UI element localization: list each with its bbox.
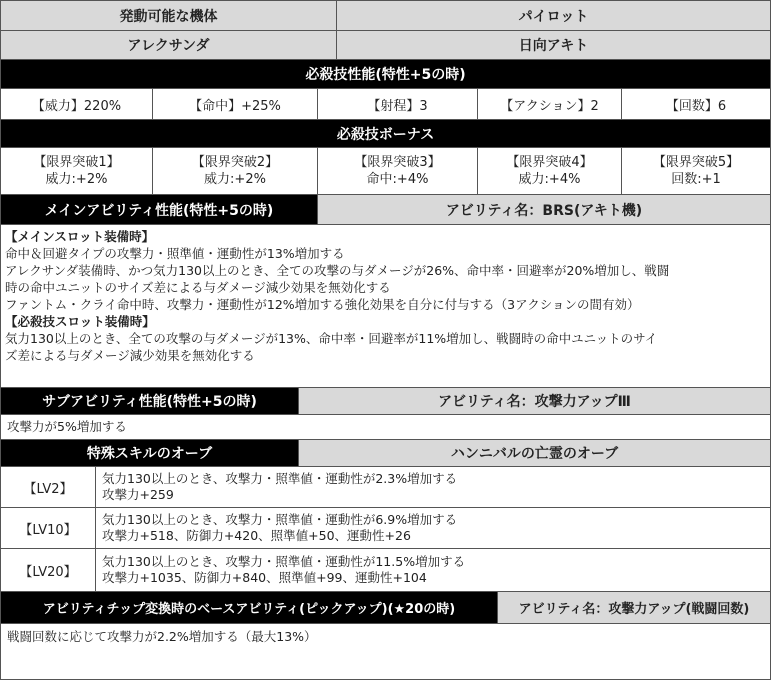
special-perf-stats-row bbox=[1, 89, 770, 120]
orb-level-text bbox=[96, 549, 770, 591]
sub-ability-text: 攻撃力が5%増加する bbox=[7, 419, 127, 434]
bonus-item bbox=[478, 148, 622, 194]
stat-power: 【威力】220% bbox=[1, 89, 153, 119]
main-ability-line: アレクサンダ装備時、かつ気力130以上のとき、全ての攻撃の与ダメージが26%、命中率・回避率が20%増加し、戦闘 bbox=[5, 263, 670, 278]
pilot-name: 日向アキト bbox=[518, 38, 589, 54]
bonus-label: 【限界突破1】 bbox=[33, 155, 120, 170]
main-ability-line: 命中＆回避タイプの攻撃力・照準値・運動性が13%増加する bbox=[5, 246, 345, 261]
sub-ability-name: アビリティ名：攻撃力アップⅢ bbox=[299, 388, 770, 414]
main-ability-line: ズ差による与ダメージ減少効果を無効化する bbox=[5, 348, 255, 363]
main-ability-description bbox=[1, 225, 770, 388]
bonus-value: 威力:+2% bbox=[204, 172, 266, 187]
header-label-row bbox=[1, 1, 770, 31]
bonus-label: 【限界突破4】 bbox=[506, 155, 593, 170]
orb-title: 特殊スキルのオーブ bbox=[1, 440, 299, 466]
main-ability-line: 【必殺技スロット装備時】 bbox=[5, 314, 155, 329]
stat-range: 【射程】3 bbox=[318, 89, 478, 119]
chip-text: 戦闘回数に応じて攻撃力が2.2%増加する（最大13%） bbox=[7, 629, 317, 644]
chip-name: アビリティ名：攻撃力アップ(戦闘回数) bbox=[498, 592, 770, 623]
main-ability-header bbox=[1, 195, 770, 225]
main-ability-line: 時の命中ユニットのサイズ差による与ダメージ減少効果を無効化する bbox=[5, 280, 391, 295]
special-perf-title: 必殺技性能(特性+5の時) bbox=[305, 67, 466, 83]
orb-level-effect: 気力130以上のとき、攻撃力・照準値・運動性が11.5%増加する bbox=[102, 554, 466, 569]
special-bonus-header bbox=[1, 120, 770, 148]
orb-level-stats: 攻撃力+1035、防御力+840、照準値+99、運動性+104 bbox=[102, 570, 427, 585]
orb-level-stats: 攻撃力+259 bbox=[102, 487, 174, 502]
main-ability-line: 【メインスロット装備時】 bbox=[5, 229, 155, 244]
orb-header bbox=[1, 440, 770, 467]
bonus-value: 威力:+4% bbox=[518, 172, 581, 187]
orb-name: ハンニバルの亡霊のオーブ bbox=[299, 440, 770, 466]
main-ability-line: ファントム・クライ命中時、攻撃力・運動性が12%増加する強化効果を自分に付与する（3アクションの間有効） bbox=[5, 297, 640, 312]
main-ability-name: アビリティ名：BRS(アキト機) bbox=[318, 195, 770, 224]
unit-name: アレクサンダ bbox=[1, 31, 337, 59]
bonus-item bbox=[622, 148, 770, 194]
main-ability-title: メインアビリティ性能(特性+5の時) bbox=[1, 195, 318, 224]
bonus-label: 【限界突破2】 bbox=[191, 155, 279, 170]
bonus-item bbox=[318, 148, 478, 194]
unit-label: 発動可能な機体 bbox=[1, 1, 337, 30]
stat-count: 【回数】6 bbox=[665, 98, 727, 114]
bonus-value: 回数:+1 bbox=[671, 172, 721, 187]
orb-level-row bbox=[1, 508, 770, 549]
special-bonus-title: 必殺技ボーナス bbox=[336, 126, 435, 143]
main-ability-line: 気力130以上のとき、全ての攻撃の与ダメージが13%、命中率・回避率が11%増加し、戦闘時の命中ユニットのサイ bbox=[5, 331, 658, 346]
bonus-value: 威力:+2% bbox=[45, 172, 108, 187]
special-bonus-row bbox=[1, 148, 770, 195]
bonus-value: 命中:+4% bbox=[366, 172, 429, 187]
header-value-row bbox=[1, 31, 770, 60]
special-perf-header bbox=[1, 60, 770, 89]
chip-description bbox=[1, 624, 770, 650]
bonus-label: 【限界突破3】 bbox=[354, 155, 441, 170]
sub-ability-title: サブアビリティ性能(特性+5の時) bbox=[1, 388, 299, 414]
bonus-label: 【限界突破5】 bbox=[652, 155, 740, 170]
orb-level-row bbox=[1, 549, 770, 592]
sub-ability-header bbox=[1, 388, 770, 415]
orb-level-row bbox=[1, 467, 770, 508]
bonus-item bbox=[1, 148, 153, 194]
orb-level-text bbox=[96, 467, 770, 507]
orb-level-label: 【LV20】 bbox=[1, 549, 96, 591]
pilot-label: パイロット bbox=[518, 8, 589, 25]
chip-title: アビリティチップ変換時のベースアビリティ(ピックアップ)(★20の時) bbox=[1, 592, 498, 623]
stat-action: 【アクション】2 bbox=[478, 89, 622, 119]
orb-level-text bbox=[96, 508, 770, 548]
stat-accuracy: 【命中】+25% bbox=[153, 89, 318, 119]
orb-level-effect: 気力130以上のとき、攻撃力・照準値・運動性が2.3%増加する bbox=[102, 471, 458, 486]
orb-level-stats: 攻撃力+518、防御力+420、照準値+50、運動性+26 bbox=[102, 528, 411, 543]
chip-header bbox=[1, 592, 770, 624]
bonus-item bbox=[153, 148, 318, 194]
orb-level-label: 【LV2】 bbox=[1, 467, 96, 507]
orb-level-label: 【LV10】 bbox=[1, 508, 96, 548]
sub-ability-description bbox=[1, 415, 770, 440]
orb-level-effect: 気力130以上のとき、攻撃力・照準値・運動性が6.9%増加する bbox=[102, 512, 458, 527]
